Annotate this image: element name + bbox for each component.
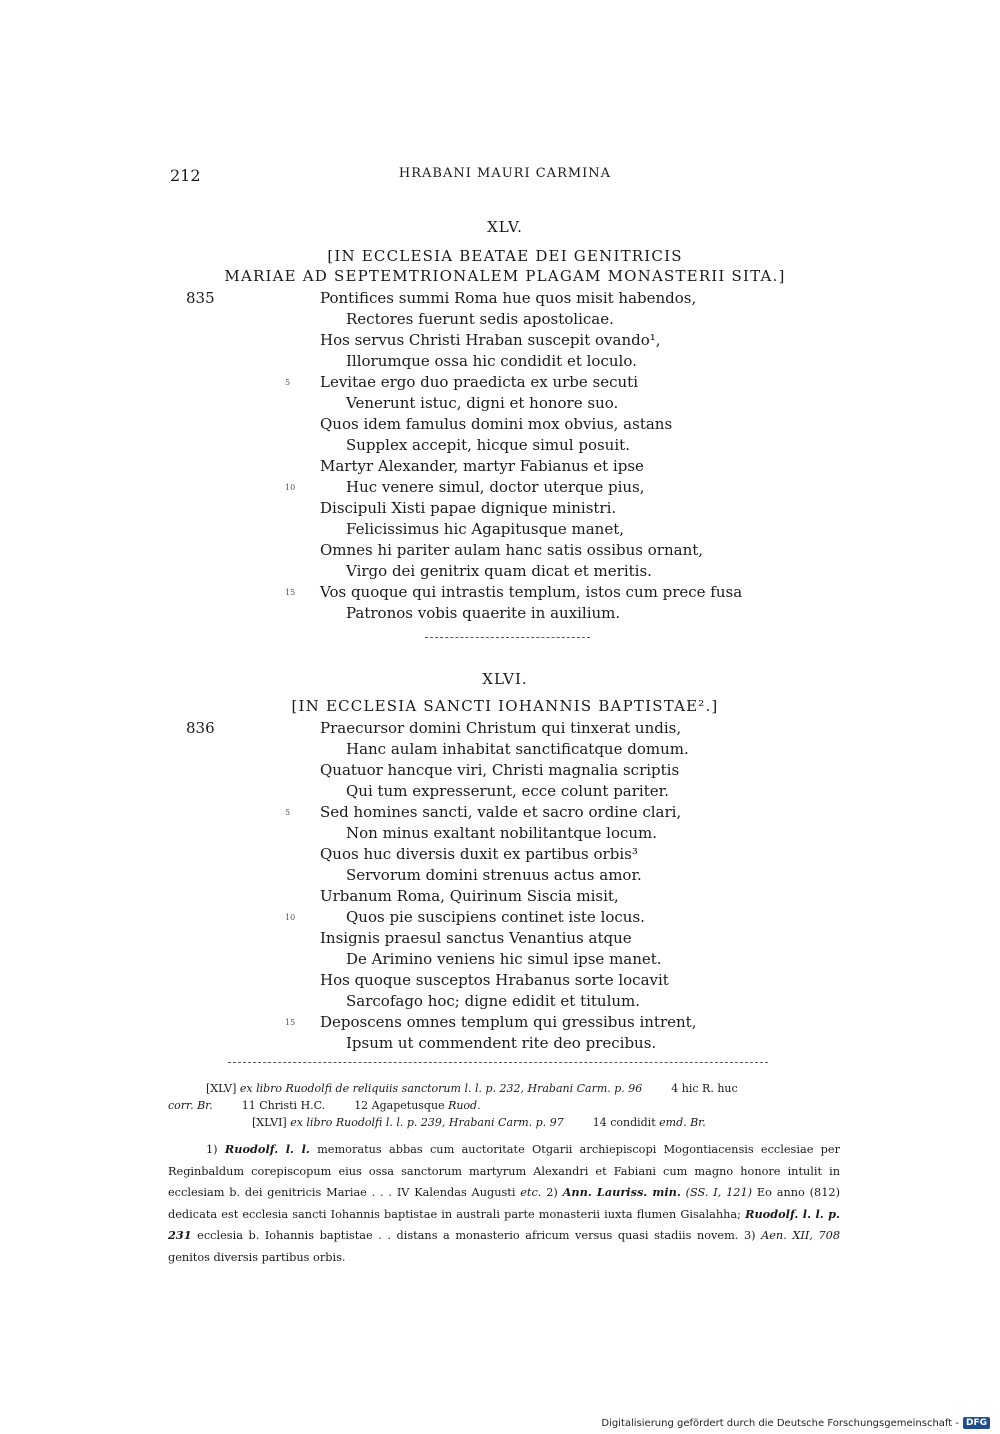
poem-heading-xlvi: [IN ECCLESIA SANCTI IOHANNIS BAPTISTAE².] (291, 697, 719, 715)
verse-line (0, 351, 1000, 372)
verse-line (0, 393, 1000, 414)
section-divider (425, 637, 590, 638)
footnote-author: Ruodolf. l. l. p. 231 (168, 1206, 840, 1242)
verse-text: Servorum domini strenuus actus amor. (346, 866, 642, 884)
poem-number-xlvi: XLVI. (482, 670, 528, 688)
verse-text: Quos pie suscipiens continet iste locus. (346, 908, 645, 926)
line-number: 10 (285, 483, 296, 492)
verse-line (0, 802, 1000, 823)
apparatus-variant: 11 Christi H.C. (241, 1099, 326, 1112)
apparatus-variant: Ruod. (448, 1099, 481, 1112)
verse-text: Levitae ergo duo praedicta ex urbe secuti (320, 373, 639, 391)
line-number: 15 (285, 588, 296, 597)
verse-text: Hanc aulam inhabitat sanctificatque domum. (346, 740, 689, 758)
verse-text: Praecursor domini Christum qui tinxerat undis, (320, 719, 682, 737)
apparatus-siglum: [XLV] (206, 1082, 237, 1095)
verse-line (0, 456, 1000, 477)
apparatus-variant: 14 condidit (592, 1116, 656, 1129)
verse-text: Quatuor hancque viri, Christi magnalia scriptis (320, 761, 680, 779)
verse-line (0, 561, 1000, 582)
verse-text: Discipuli Xisti papae dignique ministri. (320, 499, 617, 517)
verse-text: Omnes hi pariter aulam hanc satis ossibus ornant, (320, 541, 704, 559)
digitization-credit (601, 1417, 990, 1429)
verse-line (0, 991, 1000, 1012)
footnote-number: 1) (206, 1143, 218, 1156)
verse-text: Huc venere simul, doctor uterque pius, (346, 478, 645, 496)
verse-line (0, 288, 1000, 309)
verse-text: Non minus exaltant nobilitantque locum. (346, 824, 658, 842)
verse-line (0, 519, 1000, 540)
line-number: 10 (285, 913, 296, 922)
apparatus-source: ex libro Ruodolfi de reliquiis sanctorum l. l. p. 232, Hrabani Carm. p. 96 (239, 1082, 643, 1095)
verse-text: Supplex accepit, hicque simul posuit. (346, 436, 630, 454)
verse-text: Deposcens omnes templum qui gressibus intrent, (320, 1013, 697, 1031)
verse-text: Urbanum Roma, Quirinum Siscia misit, (320, 887, 619, 905)
apparatus-xlv (168, 1080, 840, 1097)
apparatus-variant: 12 Agapetusque (354, 1099, 445, 1112)
verse-line (0, 865, 1000, 886)
verse-text: Ipsum ut commendent rite deo precibus. (346, 1034, 657, 1052)
year-marginal: 836 (186, 719, 215, 737)
verse-line (0, 330, 1000, 351)
verse-line (0, 603, 1000, 624)
credit-text: Digitalisierung gefördert durch die Deutsche Forschungsgemeinschaft - (601, 1417, 959, 1429)
page-number: 212 (170, 166, 201, 185)
footnote-author: Ruodolf. l. l. (224, 1142, 310, 1156)
verse-line (0, 309, 1000, 330)
verse-text: Illorumque ossa hic condidit et loculo. (346, 352, 637, 370)
poem-heading-xlv-line1: [IN ECCLESIA BEATAE DEI GENITRICIS (327, 247, 683, 265)
verse-line (0, 582, 1000, 603)
verse-line (0, 435, 1000, 456)
verse-line (0, 760, 1000, 781)
verse-text: Sed homines sancti, valde et sacro ordine clari, (320, 803, 682, 821)
verse-text: Martyr Alexander, martyr Fabianus et ipse (320, 457, 644, 475)
footnote-text: genitos diversis partibus orbis. (168, 1250, 346, 1264)
verse-line (0, 949, 1000, 970)
verse-line (0, 540, 1000, 561)
verse-text: Sarcofago hoc; digne edidit et titulum. (346, 992, 641, 1010)
footnote-text: ecclesia b. Iohannis baptistae . . distans a monasterio africum versus quasi stadiis novem. (197, 1229, 739, 1242)
dfg-logo: DFG (963, 1417, 990, 1429)
apparatus-variant: corr. Br. (168, 1099, 213, 1112)
apparatus-divider (228, 1062, 768, 1063)
verse-line (0, 414, 1000, 435)
apparatus-xlv-cont (168, 1097, 840, 1114)
apparatus-source: ex libro Ruodolfi l. l. p. 239, Hrabani Carm. p. 97 (290, 1116, 564, 1129)
verse-text: Hos quoque susceptos Hrabanus sorte locavit (320, 971, 669, 989)
verse-text: Quos huc diversis duxit ex partibus orbis³ (320, 845, 638, 863)
verse-text: Insignis praesul sanctus Venantius atque (320, 929, 632, 947)
footnote-text: Eo anno (812) dedicata est ecclesia sancti Iohannis baptistae in australi parte monasterii iuxta flumen Gisalahha; (168, 1186, 840, 1221)
verse-text: Venerunt istuc, digni et honore suo. (346, 394, 619, 412)
verse-line (0, 823, 1000, 844)
footnote-number: 2) (546, 1186, 558, 1199)
verse-line (0, 372, 1000, 393)
apparatus-xlvi (168, 1114, 840, 1131)
footnote-source: Ann. Lauriss. min. (562, 1185, 681, 1199)
apparatus-variant: emd. Br. (659, 1116, 706, 1129)
verse-text: Vos quoque qui intrastis templum, istos cum prece fusa (320, 583, 743, 601)
line-number: 15 (285, 1018, 296, 1027)
verse-line (0, 1012, 1000, 1033)
verse-text: Rectores fuerunt sedis apostolicae. (346, 310, 614, 328)
apparatus-variant: 4 hic R. huc (671, 1082, 738, 1095)
verse-line (0, 970, 1000, 991)
year-marginal: 835 (186, 289, 215, 307)
verse-line (0, 928, 1000, 949)
verse-line (0, 498, 1000, 519)
footnote-number: 3) (743, 1229, 756, 1242)
verse-line (0, 907, 1000, 928)
verse-line (0, 844, 1000, 865)
verse-text: Virgo dei genitrix quam dicat et meritis. (346, 562, 652, 580)
footnotes (168, 1139, 840, 1268)
verse-text: Patronos vobis quaerite in auxilium. (346, 604, 621, 622)
verse-text: Pontifices summi Roma hue quos misit habendos, (320, 289, 697, 307)
verse-line (0, 886, 1000, 907)
verse-text: Qui tum expresserunt, ecce colunt pariter. (346, 782, 669, 800)
verse-line (0, 477, 1000, 498)
footnote-source: (SS. I, 121) (685, 1186, 753, 1199)
running-head (170, 166, 840, 186)
verse-line (0, 739, 1000, 760)
poem-number-xlv: XLV. (487, 218, 523, 236)
verse-text: De Arimino veniens hic simul ipse manet. (346, 950, 662, 968)
verse-line (0, 1033, 1000, 1054)
verse-line (0, 781, 1000, 802)
line-number: 5 (285, 378, 291, 387)
verse-text: Hos servus Christi Hraban suscepit ovando¹, (320, 331, 661, 349)
running-title: HRABANI MAURI CARMINA (398, 166, 612, 181)
apparatus-siglum: [XLVI] (252, 1116, 287, 1129)
footnote-text: memoratus abbas cum auctoritate Otgarii archiepiscopi Mogontiacensis ecclesiae per Reginbaldum corepiscopum eius ossa sanctorum martyrum Alexandri et Fabiani cum magno honore intulit in ecclesiam b. dei genitricis Mariae . . . IV Kalendas Augusti (168, 1143, 840, 1199)
line-number: 5 (285, 808, 291, 817)
verse-line (0, 718, 1000, 739)
verse-text: Felicissimus hic Agapitusque manet, (346, 520, 624, 538)
verse-text: Quos idem famulus domini mox obvius, astans (320, 415, 673, 433)
footnote-source: Aen. XII, 708 (761, 1229, 841, 1242)
footnote-text: etc. (520, 1186, 542, 1199)
poem-heading-xlv-line2: MARIAE AD SEPTEMTRIONALEM PLAGAM MONASTERII SITA.] (224, 267, 786, 285)
